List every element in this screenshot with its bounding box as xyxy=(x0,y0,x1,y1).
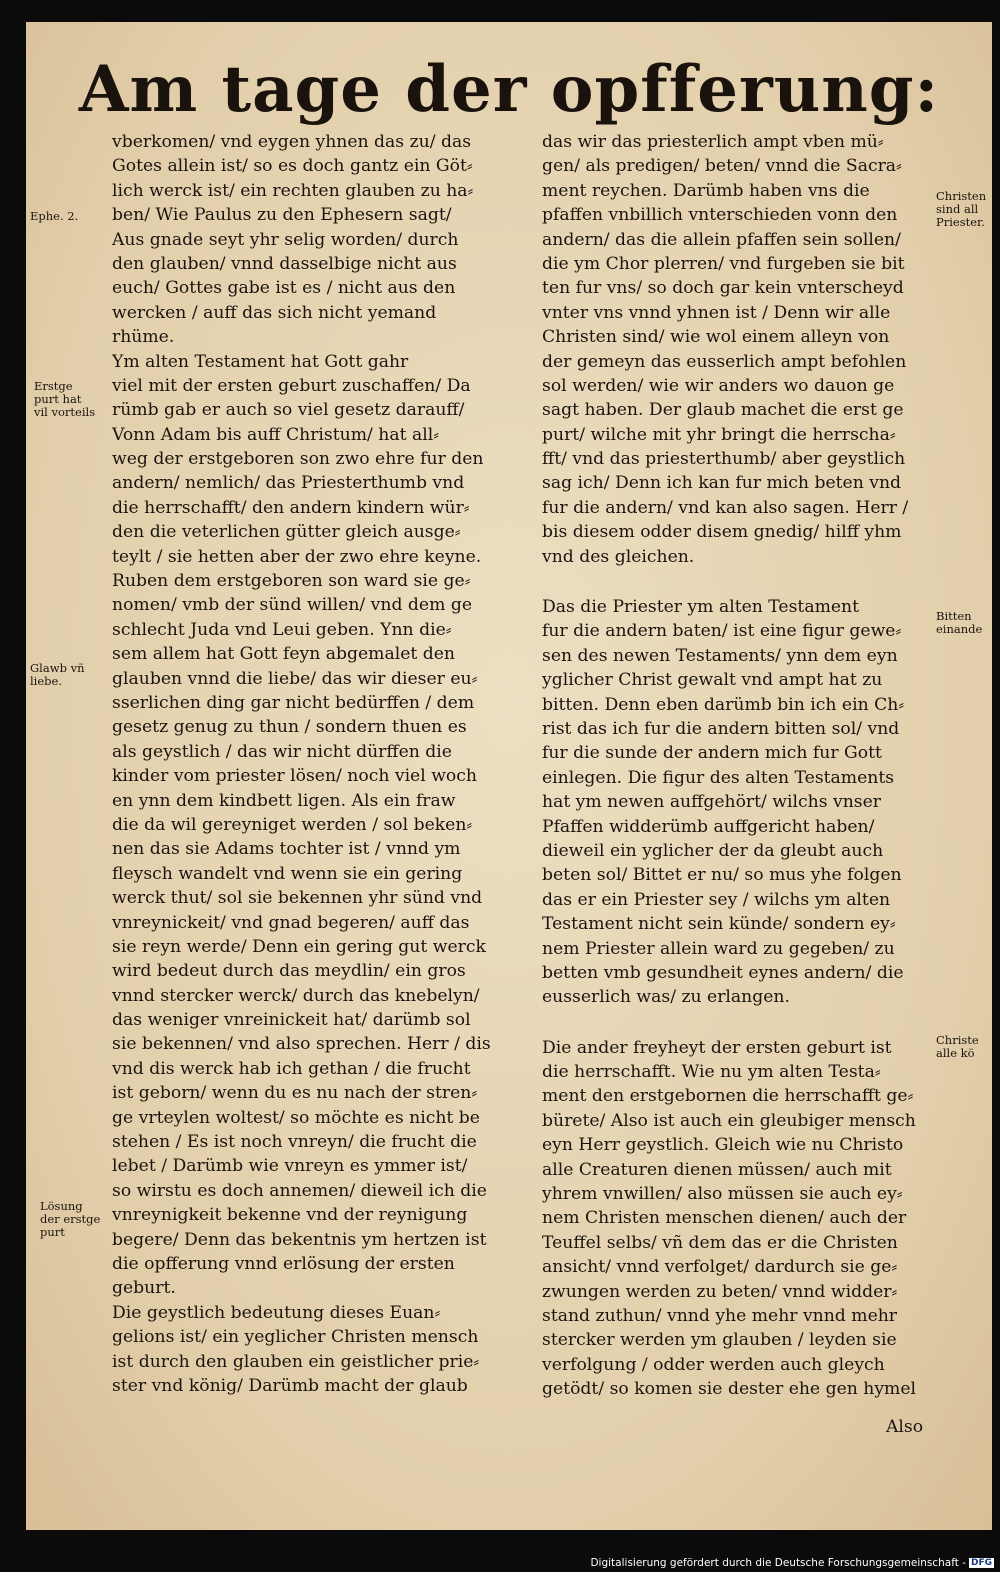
text-line: ment reychen. Darümb haben vns die xyxy=(542,180,870,201)
text-line: sie reyn werde/ Denn ein gering gut werck xyxy=(112,936,486,957)
text-line: sem allem hat Gott feyn abgemalet den xyxy=(112,644,455,665)
text-line: werck thut/ sol sie bekennen yhr sünd vnd xyxy=(112,888,483,909)
text-line: Teuffel selbs/ vñ dem das er die Christen xyxy=(542,1232,898,1253)
text-line: beten sol/ Bittet er nu/ so mus yhe folgen xyxy=(542,865,902,886)
text-line: als geystlich / das wir nicht dürffen die xyxy=(112,741,452,762)
text-line: die herrschafft/ den andern kindern wür⸗ xyxy=(112,497,470,518)
text-line: rhüme. xyxy=(112,327,175,348)
text-line: vnd des gleichen. xyxy=(542,546,695,567)
document-page xyxy=(26,22,992,1530)
text-line: die herrschafft. Wie nu ym alten Testa⸗ xyxy=(542,1062,881,1083)
text-line: ge vrteylen woltest/ so möchte es nicht be xyxy=(112,1107,480,1128)
text-line: Die geystlich bedeutung dieses Euan⸗ xyxy=(112,1302,441,1323)
text-line: lich werck ist/ ein rechten glauben zu ha⸗ xyxy=(112,180,474,201)
text-line: den glauben/ vnnd dasselbige nicht aus xyxy=(112,253,457,274)
text-line: yglicher Christ gewalt vnd ampt hat zu xyxy=(542,670,883,691)
margin-note-glaub-liebe: Glawb vñ liebe. xyxy=(30,661,85,688)
page-title: Am tage der opfferung: xyxy=(78,52,940,127)
text-line: verfolgung / odder werden auch gleych xyxy=(542,1354,885,1375)
paragraph-gap xyxy=(542,1010,954,1036)
text-line: schlecht Juda vnd Leui geben. Ynn die⸗ xyxy=(112,619,452,640)
text-line: stercker werden ym glauben / leyden sie xyxy=(542,1330,897,1351)
text-line: bürete/ Also ist auch ein gleubiger mensch xyxy=(542,1110,916,1131)
text-line: yhrem vnwillen/ also müssen sie auch ey⸗ xyxy=(542,1184,903,1205)
text-line: sag ich/ Denn ich kan fur mich beten vnd xyxy=(542,473,902,494)
text-line: stehen / Es ist noch vnreyn/ die frucht die xyxy=(112,1132,477,1153)
text-line: dieweil ein yglicher der da gleubt auch xyxy=(542,840,884,861)
text-line: Ym alten Testament hat Gott gahr xyxy=(112,351,409,372)
text-line: fur die sunde der andern mich fur Gott xyxy=(542,743,882,764)
text-line: Ruben dem erstgeboren son ward sie ge⸗ xyxy=(112,571,471,592)
text-line: eusserlich was/ zu erlangen. xyxy=(542,987,790,1008)
text-line: weg der erstgeboren son zwo ehre fur den xyxy=(112,449,484,470)
dfg-logo: DFG xyxy=(970,1558,992,1568)
text-line: sagt haben. Der glaub machet die erst ge xyxy=(542,400,904,421)
text-line: Christen sind/ wie wol einem alleyn von xyxy=(542,327,890,348)
text-line: nem Christen menschen dienen/ auch der xyxy=(542,1208,907,1229)
text-line: sie bekennen/ vnd also sprechen. Herr / dis xyxy=(112,1034,491,1055)
text-line: Aus gnade seyt yhr selig worden/ durch xyxy=(112,229,459,250)
text-line: kinder vom priester lösen/ noch viel woch xyxy=(112,766,477,787)
text-line: rist das ich fur die andern bitten sol/ vnd xyxy=(542,718,900,739)
margin-note-loesung: Lösung der erstge purt xyxy=(40,1199,101,1239)
text-line: vnnd stercker werck/ durch das knebelyn/ xyxy=(112,985,480,1006)
text-line: eyn Herr geystlich. Gleich wie nu Christo xyxy=(542,1135,904,1156)
catchword: Also xyxy=(886,1417,924,1437)
text-line: Gotes allein ist/ so es doch gantz ein Göt⸗ xyxy=(112,156,473,177)
text-line: nen das sie Adams tochter ist / vnnd ym xyxy=(112,839,461,860)
text-line: ben/ Wie Paulus zu den Ephesern sagt/ xyxy=(112,205,452,226)
digitization-footer xyxy=(590,1557,994,1569)
text-line: vnreynickeit/ vnd gnad begeren/ auff das xyxy=(112,912,470,933)
text-line: ment den erstgebornen die herrschafft ge⸗ xyxy=(542,1086,914,1107)
right-paragraph-2 xyxy=(542,595,954,1010)
text-line: nomen/ vmb der sünd willen/ vnd dem ge xyxy=(112,595,473,616)
text-line: bis diesem odder disem gnedig/ hilff yhm xyxy=(542,522,902,543)
text-line: die ym Chor plerren/ vnd furgeben sie bit xyxy=(542,253,905,274)
text-line: vnd dis werck hab ich gethan / die frucht xyxy=(112,1058,471,1079)
text-line: begere/ Denn das bekentnis ym hertzen ist xyxy=(112,1229,487,1250)
text-line: ist geborn/ wenn du es nu nach der stren⸗ xyxy=(112,1083,478,1104)
text-line: fur die andern baten/ ist eine figur gewe⸗ xyxy=(542,621,902,642)
margin-note-christen-priester: Christen sind all Priester. xyxy=(936,189,987,229)
text-line: Testament nicht sein künde/ sondern ey⸗ xyxy=(542,914,896,935)
text-line: viel mit der ersten geburt zuschaffen/ Da xyxy=(112,375,471,396)
text-line: teylt / sie hetten aber der zwo ehre keyne. xyxy=(112,546,482,567)
text-line: rümb gab er auch so viel gesetz darauff/ xyxy=(112,400,465,421)
text-line: hat ym newen auffgehört/ wilchs vnser xyxy=(542,792,881,813)
text-line: nem Priester allein ward zu gegeben/ zu xyxy=(542,938,895,959)
text-line: der gemeyn das eusserlich ampt befohlen xyxy=(542,351,907,372)
text-line: euch/ Gottes gabe ist es / nicht aus den xyxy=(112,278,456,299)
text-line: Pfaffen widderümb auffgericht haben/ xyxy=(542,816,875,837)
text-line: sol werden/ wie wir anders wo dauon ge xyxy=(542,375,895,396)
text-line: gen/ als predigen/ beten/ vnnd die Sacra⸗ xyxy=(542,156,902,177)
text-line: en ynn dem kindbett ligen. Als ein fraw xyxy=(112,790,456,811)
text-line: getödt/ so komen sie dester ehe gen hymel xyxy=(542,1379,917,1400)
text-line: gesetz genug zu thun / sondern thuen es xyxy=(112,717,467,738)
text-line: Vonn Adam bis auff Christum/ hat all⸗ xyxy=(112,424,439,445)
text-line: ster vnd könig/ Darümb macht der glaub xyxy=(112,1375,468,1396)
text-line: den die veterlichen gütter gleich ausge⸗ xyxy=(112,522,461,543)
text-line: das weniger vnreinickeit hat/ darümb sol xyxy=(112,1010,471,1031)
text-line: Das die Priester ym alten Testament xyxy=(542,597,860,618)
text-line: betten vmb gesundheit eynes andern/ die xyxy=(542,962,904,983)
text-line: ten fur vns/ so doch gar kein vnterscheyd xyxy=(542,278,904,299)
text-line: einlegen. Die figur des alten Testaments xyxy=(542,767,895,788)
text-line: das wir das priesterlich ampt vben mü⸗ xyxy=(542,132,884,152)
text-line: geburt. xyxy=(112,1278,176,1299)
text-line: alle Creaturen dienen müssen/ auch mit xyxy=(542,1159,892,1180)
footer-text: Digitalisierung gefördert durch die Deutsche Forschungsgemeinschaft - xyxy=(590,1557,966,1569)
text-line: Die ander freyheyt der ersten geburt ist xyxy=(542,1037,892,1058)
text-line: vnreynigkeit bekenne vnd der reynigung xyxy=(112,1205,468,1226)
text-line: lebet / Darümb wie vnreyn es ymmer ist/ xyxy=(112,1156,468,1177)
text-line: ansicht/ vnnd verfolget/ dardurch sie ge⸗ xyxy=(542,1257,898,1278)
text-line: ist durch den glauben ein geistlicher prie⸗ xyxy=(112,1351,480,1372)
text-line: das er ein Priester sey / wilchs ym alten xyxy=(542,889,891,910)
text-line: wercken / auff das sich nicht yemand xyxy=(112,302,437,323)
text-line: sserlichen ding gar nicht bedürffen / dem xyxy=(112,692,475,713)
text-line: zwungen werden zu beten/ vnnd widder⸗ xyxy=(542,1281,898,1302)
text-line: glauben vnnd die liebe/ das wir dieser eu⸗ xyxy=(112,668,478,689)
text-line: purt/ wilche mit yhr bringt die herrscha⸗ xyxy=(542,424,896,445)
right-paragraph-3 xyxy=(542,1036,954,1402)
margin-note-bitten: Bitten einande xyxy=(936,609,983,636)
text-line: gelions ist/ ein yeglicher Christen mensch xyxy=(112,1327,479,1348)
text-line: fft/ vnd das priesterthumb/ aber geystlich xyxy=(542,449,906,470)
text-line: die opfferung vnnd erlösung der ersten xyxy=(112,1253,455,1274)
text-line: fur die andern/ vnd kan also sagen. Herr / xyxy=(542,497,909,518)
margin-note-erstgeburt: Erstge purt hat vil vorteils xyxy=(34,379,96,419)
text-line: vberkomen/ vnd eygen yhnen das zu/ das xyxy=(112,132,472,152)
text-line: fleysch wandelt vnd wenn sie ein gering xyxy=(112,863,463,884)
paragraph-gap xyxy=(542,569,954,595)
margin-note-ephe: Ephe. 2. xyxy=(30,209,79,223)
text-line: die da wil gereyniget werden / sol beken⸗ xyxy=(112,814,473,835)
text-line: wird bedeut durch das meydlin/ ein gros xyxy=(112,961,466,982)
text-line: so wirstu es doch annemen/ dieweil ich die xyxy=(112,1180,487,1201)
text-line: vnter vns vnnd yhnen ist / Denn wir alle xyxy=(542,302,891,323)
right-text-column xyxy=(542,130,954,1402)
text-line: andern/ das die allein pfaffen sein sollen/ xyxy=(542,229,901,250)
text-line: sen des newen Testaments/ ynn dem eyn xyxy=(542,645,898,666)
text-line: andern/ nemlich/ das Priesterthumb vnd xyxy=(112,473,465,494)
left-text-column xyxy=(112,130,522,1398)
text-line: pfaffen vnbillich vnterschieden vonn den xyxy=(542,205,898,226)
right-paragraph-1 xyxy=(542,130,954,569)
margin-note-herren: Christe alle kö xyxy=(936,1033,979,1060)
text-line: stand zuthun/ vnnd yhe mehr vnnd mehr xyxy=(542,1305,898,1326)
text-line: bitten. Denn eben darümb bin ich ein Ch⸗ xyxy=(542,694,905,715)
